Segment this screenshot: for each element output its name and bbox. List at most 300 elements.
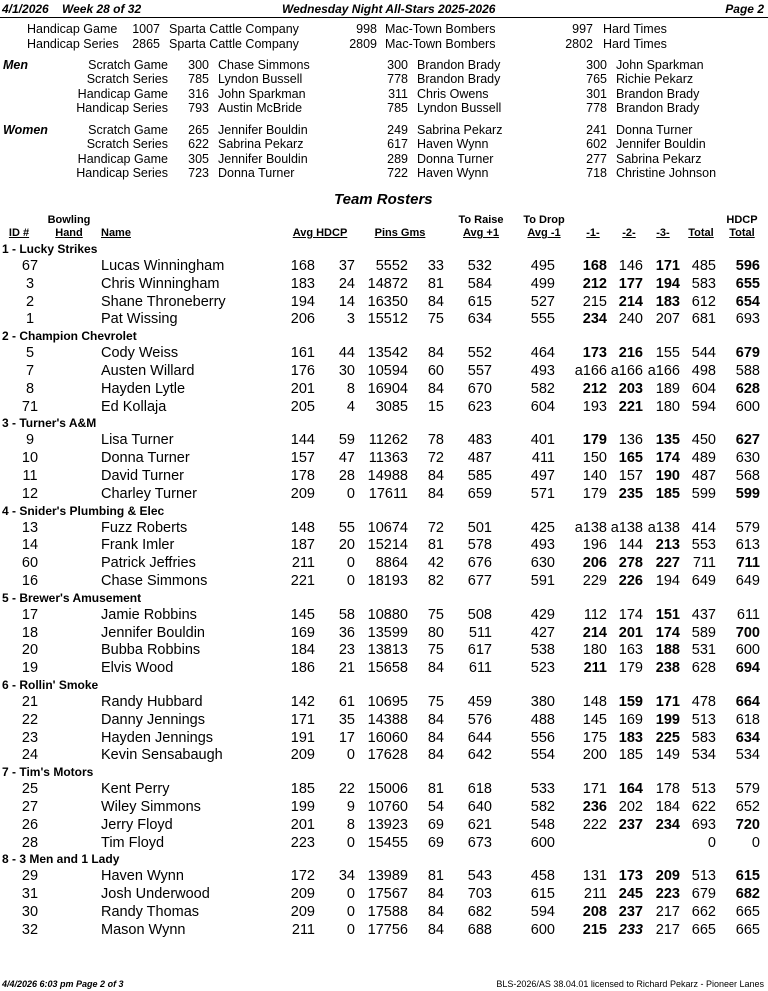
bowler-name: Shane Throneberry <box>101 293 226 310</box>
game-1-score: 206 <box>582 555 607 572</box>
high_men-score: 301 <box>586 86 607 101</box>
high_men-heading: Men <box>3 58 28 72</box>
bowler-pins: 3085 <box>375 398 408 415</box>
report-date: 4/1/2026 <box>2 2 49 16</box>
bowler-pins: 14388 <box>367 711 408 728</box>
bowler-games: 84 <box>427 904 444 920</box>
bowler-pins: 14872 <box>367 275 408 292</box>
to-raise-avg: 634 <box>467 311 492 328</box>
game-3-score: 223 <box>655 886 680 903</box>
game-2-score: 136 <box>618 432 643 449</box>
game-1-score: 180 <box>582 642 607 659</box>
bowler-id: 32 <box>21 921 39 938</box>
bowler-name: Charley Turner <box>101 485 197 502</box>
high_men-bowler-name: Richie Pekarz <box>616 72 694 87</box>
bowler-games: 33 <box>427 258 444 274</box>
bowler-pins: 10880 <box>367 606 408 623</box>
game-2-score: 163 <box>618 642 643 659</box>
game-2-score: a138 <box>610 519 643 536</box>
high_men-bowler-name: Chris Owens <box>417 86 489 101</box>
bowler-games: 15 <box>427 398 444 415</box>
game-1-score: a166 <box>574 363 607 379</box>
bowler-handicap: 37 <box>338 258 355 274</box>
high-team-name: Sparta Cattle Company <box>169 37 299 51</box>
game-2-score: 245 <box>618 886 643 903</box>
bowler-id: 18 <box>21 624 39 641</box>
game-1-score: 196 <box>582 537 607 554</box>
to-drop-avg: 615 <box>530 886 555 903</box>
bowler-games: 75 <box>427 311 444 328</box>
game-3-score: 213 <box>655 537 680 554</box>
series-total: 513 <box>691 781 716 798</box>
bowler-handicap: 0 <box>346 904 355 920</box>
bowler-handicap: 30 <box>338 363 355 379</box>
high_women-category-label: Scratch Game <box>88 123 168 137</box>
high_women-score: 602 <box>586 137 607 152</box>
bowler-average: 172 <box>290 868 315 885</box>
bowler-average: 194 <box>290 293 315 310</box>
bowler-name: Haven Wynn <box>101 868 184 885</box>
bowler-pins: 11363 <box>368 450 408 467</box>
game-3-score: 155 <box>655 345 680 362</box>
bowler-average: 223 <box>290 834 315 851</box>
high_men-score: 300 <box>586 58 607 72</box>
bowler-name: Donna Turner <box>101 450 190 467</box>
bowler-average: 206 <box>290 311 315 328</box>
bowler-id: 23 <box>21 729 39 746</box>
game-3-score: 189 <box>655 380 680 397</box>
team-name: 5 - Brewer's Amusement <box>2 590 142 605</box>
bowler-handicap: 59 <box>338 432 355 449</box>
high-team-name: Mac-Town Bombers <box>385 37 496 51</box>
bowler-games: 72 <box>427 519 444 536</box>
col-avg-hdcp: Avg HDCP <box>292 227 348 239</box>
bowler-handicap: 0 <box>346 834 355 851</box>
bowler-pins: 10760 <box>367 799 408 815</box>
bowler-id: 10 <box>21 450 39 467</box>
to-drop-avg: 527 <box>530 293 555 310</box>
to-drop-avg: 582 <box>530 799 555 815</box>
to-raise-avg: 682 <box>467 904 492 920</box>
high_women-bowler-name: Haven Wynn <box>417 165 489 180</box>
to-raise-avg: 659 <box>467 485 492 502</box>
game-3-score: 188 <box>655 642 680 659</box>
high_women-bowler-name: Haven Wynn <box>417 137 489 152</box>
rosters-title: Team Rosters <box>334 191 433 208</box>
game-3-score: 227 <box>655 555 680 572</box>
high_women-score: 622 <box>188 137 209 152</box>
game-1-score: 171 <box>582 781 607 798</box>
bowler-handicap: 14 <box>338 293 355 310</box>
bowler-id: 5 <box>25 345 35 362</box>
series-total: 604 <box>691 380 716 397</box>
game-1-score: 211 <box>583 886 607 903</box>
bowler-id: 21 <box>21 694 39 710</box>
high-team-score: 2809 <box>349 37 377 51</box>
game-1-score: 208 <box>582 904 607 920</box>
to-drop-avg: 425 <box>530 519 555 536</box>
high_women-category-label: Handicap Series <box>76 165 168 180</box>
to-raise-avg: 623 <box>467 398 492 415</box>
to-drop-avg: 401 <box>530 432 555 449</box>
bowler-games: 84 <box>427 921 444 938</box>
to-raise-avg: 703 <box>467 886 492 903</box>
bowler-name: Bubba Robbins <box>101 642 201 659</box>
bowler-average: 145 <box>290 606 315 623</box>
bowler-handicap: 0 <box>346 485 355 502</box>
series-total: 553 <box>691 537 716 554</box>
bowler-name: Tim Floyd <box>101 834 165 851</box>
bowler-pins: 16904 <box>367 380 408 397</box>
high-team-score: 997 <box>572 22 593 36</box>
to-raise-avg: 552 <box>467 345 492 362</box>
bowler-games: 84 <box>427 747 444 764</box>
bowler-games: 84 <box>427 468 444 484</box>
game-2-score: 201 <box>618 624 643 641</box>
game-1-score: 193 <box>582 398 607 415</box>
bowler-pins: 10594 <box>367 363 408 379</box>
bowler-id: 60 <box>21 555 39 572</box>
bowler-games: 82 <box>427 573 444 589</box>
to-raise-avg: 677 <box>467 573 492 589</box>
high_men-score: 300 <box>188 58 209 72</box>
bowler-id: 26 <box>21 816 39 833</box>
to-drop-avg: 411 <box>531 450 555 467</box>
handicap-total: 534 <box>735 747 760 764</box>
to-drop-avg: 429 <box>530 606 555 623</box>
game-3-score: 207 <box>655 311 680 328</box>
game-1-score: 140 <box>582 468 607 484</box>
col-pins-gms: Pins Gms <box>374 227 426 239</box>
bowler-average: 171 <box>290 711 315 728</box>
bowler-name: Danny Jennings <box>101 711 205 728</box>
game-1-score: 148 <box>582 694 607 710</box>
bowler-games: 75 <box>427 642 444 659</box>
bowler-average: 209 <box>290 904 315 920</box>
col-raise-line2: Avg +1 <box>463 227 499 239</box>
bowler-handicap: 22 <box>338 781 355 798</box>
high-team-score: 1007 <box>132 22 160 36</box>
page-number: Page 2 <box>725 2 764 16</box>
high-team-name: Hard Times <box>603 37 667 51</box>
series-total: 487 <box>691 468 716 484</box>
game-1-score: 173 <box>582 345 607 362</box>
bowler-name: Austen Willard <box>101 363 195 379</box>
handicap-total: 694 <box>735 660 760 677</box>
game-2-score: 183 <box>618 729 643 746</box>
bowler-average: 168 <box>290 258 315 274</box>
to-drop-avg: 538 <box>530 642 555 659</box>
high_men-score: 778 <box>387 72 408 87</box>
bowler-pins: 13989 <box>367 868 408 885</box>
to-raise-avg: 615 <box>467 293 492 310</box>
game-2-score: 177 <box>618 275 643 292</box>
high_men-score: 778 <box>586 100 607 115</box>
col-name: Name <box>101 227 131 239</box>
bowler-id: 8 <box>25 380 35 397</box>
bowler-average: 201 <box>290 380 315 397</box>
game-3-score: 180 <box>655 398 680 415</box>
handicap-total: 613 <box>735 537 760 554</box>
game-3-score: 135 <box>655 432 680 449</box>
high_men-score: 793 <box>188 100 209 115</box>
footer-license: BLS-2026/AS 38.04.01 licensed to Richard Pekarz - Pioneer Lanes <box>496 979 764 989</box>
high_men-bowler-name: Brandon Brady <box>417 58 501 72</box>
bowler-handicap: 20 <box>338 537 355 554</box>
bowler-id: 2 <box>25 293 35 310</box>
bowler-name: Lisa Turner <box>101 432 174 449</box>
series-total: 583 <box>691 275 716 292</box>
bowler-name: Hayden Jennings <box>101 729 214 746</box>
bowler-pins: 17588 <box>367 904 408 920</box>
game-1-score: 236 <box>582 799 607 815</box>
game-2-score: 144 <box>618 537 643 554</box>
high_men-category-label: Handicap Game <box>77 86 168 101</box>
series-total: 583 <box>691 729 716 746</box>
bowler-pins: 16350 <box>367 293 408 310</box>
game-3-score: 171 <box>655 694 680 710</box>
bowler-average: 186 <box>290 660 315 677</box>
to-drop-avg: 533 <box>530 781 555 798</box>
game-2-score: a166 <box>610 363 643 379</box>
to-drop-avg: 380 <box>530 694 555 710</box>
game-2-score: 169 <box>618 711 643 728</box>
bowler-games: 81 <box>427 537 444 554</box>
high_women-bowler-name: Donna Turner <box>417 151 494 166</box>
game-1-score: 168 <box>582 258 607 274</box>
series-total: 478 <box>691 694 716 710</box>
bowler-id: 67 <box>21 258 39 274</box>
series-total: 599 <box>691 485 716 502</box>
game-1-score: 179 <box>582 485 607 502</box>
series-total: 489 <box>691 450 716 467</box>
to-drop-avg: 594 <box>530 904 555 920</box>
bowler-name: Cody Weiss <box>101 345 179 362</box>
bowler-id: 22 <box>21 711 39 728</box>
high_women-score: 265 <box>188 123 209 137</box>
bowler-id: 16 <box>21 573 39 589</box>
to-drop-avg: 499 <box>530 275 555 292</box>
high-team-name: Sparta Cattle Company <box>169 22 299 36</box>
bowler-average: 142 <box>290 694 315 710</box>
bowler-average: 201 <box>290 816 315 833</box>
high-team-score: 998 <box>356 22 377 36</box>
bowler-handicap: 0 <box>346 555 355 572</box>
bowler-pins: 15658 <box>367 660 408 677</box>
handicap-total: 634 <box>735 729 760 746</box>
game-3-score: 190 <box>655 468 680 484</box>
game-1-score: 150 <box>582 450 607 467</box>
to-drop-avg: 493 <box>530 363 555 379</box>
bowler-name: Randy Thomas <box>101 904 200 920</box>
high_men-category-label: Scratch Series <box>86 72 168 87</box>
bowler-average: 183 <box>290 275 315 292</box>
high_women-score: 289 <box>387 151 408 166</box>
to-raise-avg: 670 <box>467 380 492 397</box>
bowler-id: 7 <box>25 363 35 379</box>
bowler-name: Mason Wynn <box>101 921 186 938</box>
game-2-score: 157 <box>618 468 643 484</box>
high_women-score: 723 <box>188 165 209 180</box>
handicap-total: 600 <box>735 398 760 415</box>
bowler-pins: 13923 <box>367 816 408 833</box>
game-1-score: 212 <box>582 380 607 397</box>
high_men-bowler-name: Austin McBride <box>218 100 303 115</box>
to-drop-avg: 554 <box>530 747 555 764</box>
bowler-games: 84 <box>427 485 444 502</box>
bowler-id: 20 <box>21 642 39 659</box>
game-1-score: 211 <box>583 660 607 677</box>
handicap-total: 579 <box>735 781 760 798</box>
high_men-score: 765 <box>586 72 607 87</box>
high_women-heading: Women <box>3 123 48 137</box>
handicap-total: 720 <box>735 816 760 833</box>
bowler-handicap: 28 <box>338 468 355 484</box>
bowler-pins: 13599 <box>367 624 408 641</box>
series-total: 628 <box>691 660 716 677</box>
series-total: 513 <box>691 868 716 885</box>
bowler-name: Chase Simmons <box>101 573 208 589</box>
bowler-id: 31 <box>21 886 39 903</box>
game-3-score: 174 <box>655 450 680 467</box>
game-2-score: 216 <box>618 345 643 362</box>
bowler-games: 81 <box>427 275 444 292</box>
bowler-average: 178 <box>290 468 315 484</box>
game-1-score: a138 <box>574 519 607 536</box>
bowler-name: Fuzz Roberts <box>101 519 188 536</box>
series-total: 649 <box>691 573 716 589</box>
bowler-average: 205 <box>290 398 315 415</box>
series-total: 662 <box>691 904 716 920</box>
game-1-score: 222 <box>582 816 607 833</box>
bowler-handicap: 44 <box>338 345 355 362</box>
bowler-handicap: 58 <box>338 606 355 623</box>
handicap-total: 649 <box>735 573 760 589</box>
game-1-score: 214 <box>582 624 607 641</box>
high_men-score: 316 <box>188 86 209 101</box>
bowler-average: 185 <box>290 781 315 798</box>
series-total: 693 <box>691 816 716 833</box>
to-raise-avg: 459 <box>467 694 492 710</box>
bowler-handicap: 8 <box>346 380 355 397</box>
to-raise-avg: 640 <box>467 799 492 815</box>
to-raise-avg: 532 <box>467 258 492 274</box>
handicap-total: 0 <box>751 834 760 851</box>
bowler-handicap: 24 <box>338 275 355 292</box>
bowler-handicap: 47 <box>338 450 355 467</box>
bowler-pins: 10674 <box>367 519 408 536</box>
col-drop-line2: Avg -1 <box>527 227 561 239</box>
bowler-average: 191 <box>290 729 315 746</box>
to-drop-avg: 495 <box>530 258 555 274</box>
game-2-score: 202 <box>618 799 643 815</box>
handicap-total: 652 <box>735 799 760 815</box>
to-drop-avg: 604 <box>530 398 555 415</box>
bowler-pins: 16060 <box>367 729 408 746</box>
series-total: 594 <box>691 398 716 415</box>
series-total: 485 <box>691 258 716 274</box>
bowler-name: Patrick Jeffries <box>101 555 196 572</box>
handicap-total: 655 <box>735 275 760 292</box>
bowler-games: 84 <box>427 660 444 677</box>
bowler-games: 78 <box>427 432 444 449</box>
bowler-name: Randy Hubbard <box>101 694 203 710</box>
to-raise-avg: 508 <box>467 606 492 623</box>
bowler-games: 81 <box>427 781 444 798</box>
bowler-average: 157 <box>290 450 315 467</box>
bowler-name: Hayden Lytle <box>101 380 186 397</box>
bowler-pins: 15455 <box>367 834 408 851</box>
game-2-score: 233 <box>618 921 643 938</box>
to-drop-avg: 556 <box>530 729 555 746</box>
high_women-bowler-name: Donna Turner <box>616 123 693 137</box>
series-total: 589 <box>691 624 716 641</box>
high_men-bowler-name: Brandon Brady <box>616 86 700 101</box>
team-name: 1 - Lucky Strikes <box>2 242 98 256</box>
high_men-bowler-name: Lyndon Bussell <box>218 72 303 87</box>
series-total: 622 <box>691 799 716 815</box>
series-total: 681 <box>691 311 716 328</box>
header-divider <box>0 17 768 18</box>
bowler-average: 169 <box>290 624 315 641</box>
handicap-total: 665 <box>735 904 760 920</box>
to-raise-avg: 688 <box>467 921 492 938</box>
game-2-score: 165 <box>618 450 643 467</box>
high_women-bowler-name: Christine Johnson <box>616 165 717 180</box>
bowler-name: Pat Wissing <box>101 311 178 328</box>
game-1-score: 131 <box>582 868 607 885</box>
game-3-score: 234 <box>655 816 680 833</box>
high_men-bowler-name: Brandon Brady <box>616 100 700 115</box>
bowler-pins: 10695 <box>367 694 408 710</box>
series-total: 513 <box>691 711 716 728</box>
handicap-total: 627 <box>735 432 760 449</box>
bowler-handicap: 35 <box>338 711 355 728</box>
game-2-score: 203 <box>618 380 643 397</box>
to-raise-avg: 557 <box>467 363 492 379</box>
game-1-score: 145 <box>582 711 607 728</box>
series-total: 544 <box>691 345 716 362</box>
high_women-bowler-name: Sabrina Pekarz <box>417 123 503 137</box>
game-2-score: 235 <box>618 485 643 502</box>
high_men-category-label: Handicap Series <box>76 100 168 115</box>
col-hand-line2: Hand <box>55 227 83 239</box>
col-hdcp-line2: Total <box>729 227 755 239</box>
to-drop-avg: 493 <box>530 537 555 554</box>
to-drop-avg: 555 <box>530 311 555 328</box>
series-total: 450 <box>691 432 716 449</box>
bowler-pins: 15214 <box>367 537 408 554</box>
to-raise-avg: 617 <box>467 642 492 659</box>
bowler-id: 3 <box>25 275 35 292</box>
bowler-games: 81 <box>427 868 444 885</box>
to-raise-avg: 578 <box>467 537 492 554</box>
to-raise-avg: 584 <box>467 275 492 292</box>
game-3-score: 185 <box>655 485 680 502</box>
to-raise-avg: 621 <box>467 816 492 833</box>
bowler-id: 19 <box>21 660 39 677</box>
bowler-pins: 18193 <box>367 573 408 589</box>
handicap-total: 600 <box>735 642 760 659</box>
bowler-pins: 5552 <box>375 258 408 274</box>
bowler-average: 221 <box>290 573 315 589</box>
bowler-average: 211 <box>291 921 315 938</box>
to-raise-avg: 673 <box>467 834 492 851</box>
handicap-total: 682 <box>735 886 760 903</box>
game-3-score: 199 <box>655 711 680 728</box>
bowler-average: 148 <box>290 519 315 536</box>
game-1-score: 112 <box>583 606 607 623</box>
